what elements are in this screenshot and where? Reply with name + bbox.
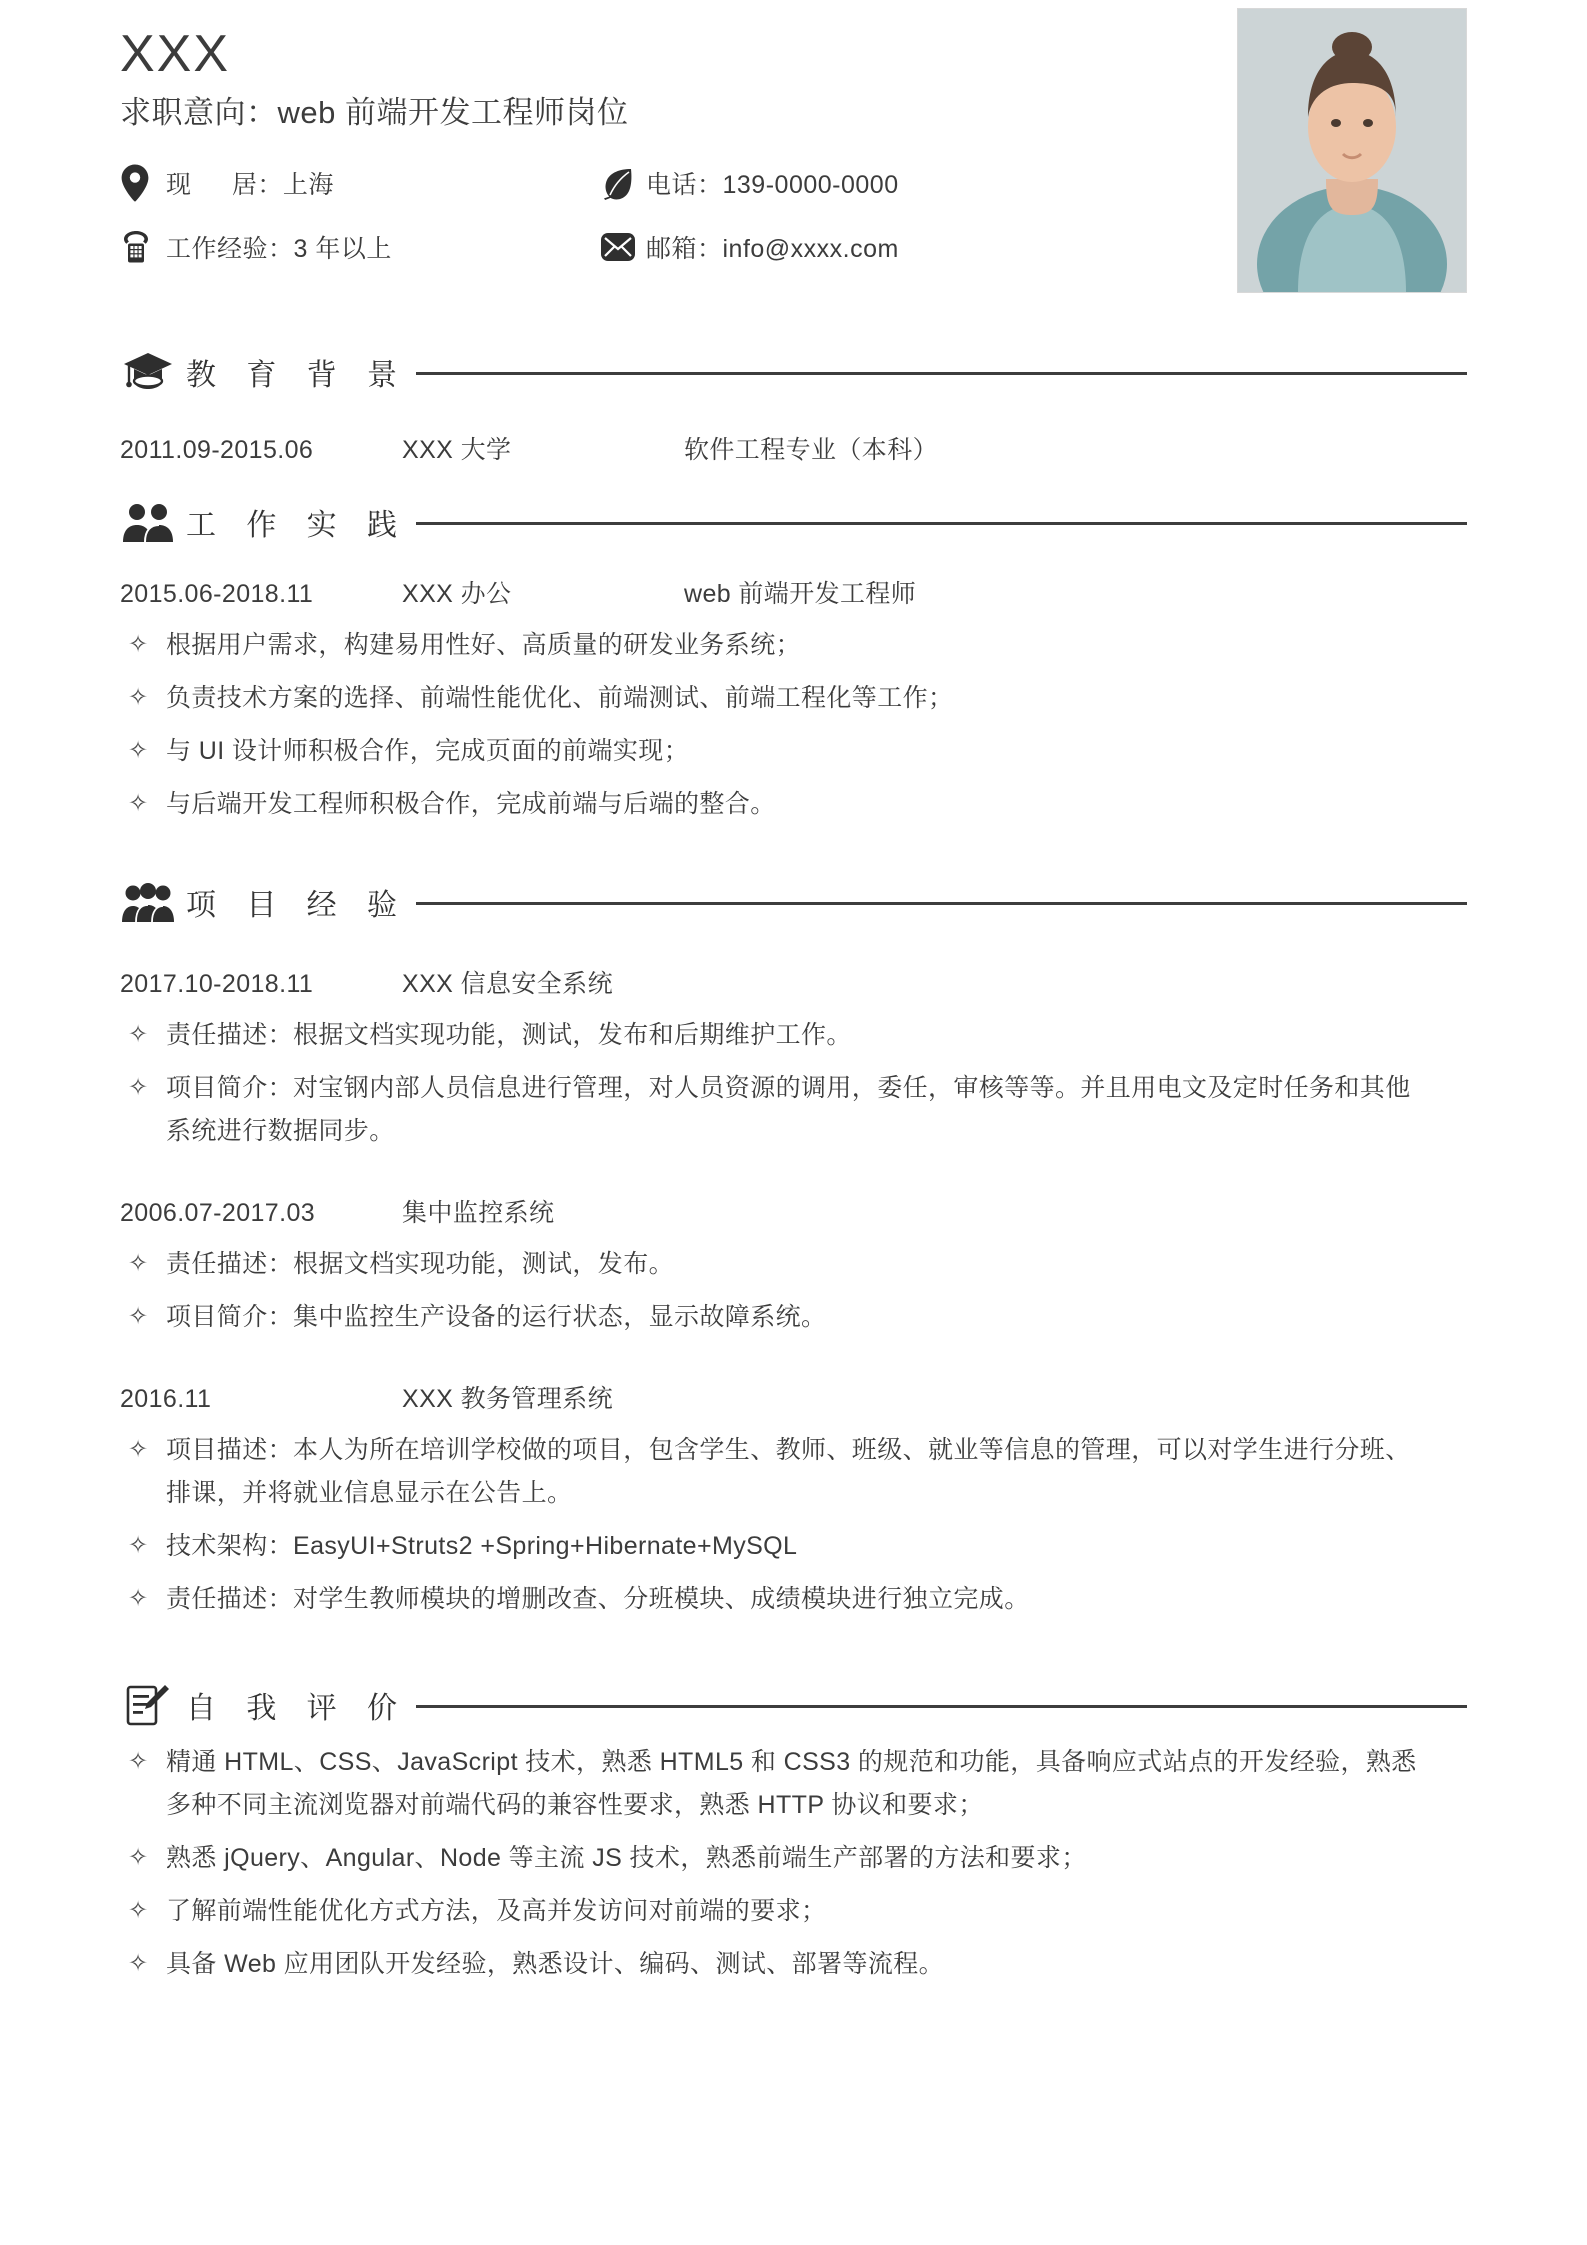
work-date: 2015.06-2018.11 bbox=[120, 580, 314, 608]
list-item-text: 责任描述：根据文档实现功能，测试，发布和后期维护工作。 bbox=[166, 1021, 852, 1049]
project-item bbox=[120, 1379, 1467, 1621]
work-role: web 前端开发工程师 bbox=[684, 580, 917, 608]
list-item bbox=[120, 1014, 1467, 1057]
contact-location bbox=[120, 164, 600, 202]
section-title-education: 教 育 背 景 bbox=[186, 359, 409, 392]
job-objective: 求职意向：web 前端开发工程师岗位 bbox=[120, 95, 629, 131]
contact-email bbox=[600, 229, 1080, 265]
contact-row bbox=[120, 227, 1090, 267]
bullet-marker-icon: ✧ bbox=[128, 790, 149, 817]
bullet-marker-icon: ✧ bbox=[128, 1250, 149, 1277]
bullet-marker-icon: ✧ bbox=[128, 684, 149, 711]
list-item-text: 了解前端性能优化方式方法，及高并发访问对前端的要求； bbox=[166, 1897, 827, 1925]
bullet-marker-icon: ✧ bbox=[128, 1950, 149, 1977]
project-entry-row bbox=[120, 964, 1467, 1000]
bullet-marker-icon: ✧ bbox=[128, 1436, 149, 1463]
list-item-text: 项目简介：对宝钢内部人员信息进行管理，对人员资源的调用，委任，审核等等。并且用电文及定时任务和其他系统进行数据同步。 bbox=[166, 1074, 1411, 1145]
section-rule bbox=[416, 1705, 1467, 1708]
list-item bbox=[120, 1943, 1467, 1986]
section-rule bbox=[416, 372, 1467, 375]
bullet-marker-icon: ✧ bbox=[128, 1021, 149, 1048]
contact-info bbox=[120, 163, 1090, 267]
section-work bbox=[120, 500, 1467, 826]
contact-experience bbox=[120, 229, 600, 265]
location-pin-icon bbox=[120, 164, 166, 202]
section-title-project: 项 目 经 验 bbox=[186, 889, 409, 922]
section-rule bbox=[416, 902, 1467, 905]
bullet-marker-icon: ✧ bbox=[128, 1303, 149, 1330]
section-header-self-evaluation bbox=[120, 1683, 1467, 1727]
list-item bbox=[120, 730, 1467, 773]
section-rule bbox=[416, 522, 1467, 525]
section-header-project bbox=[120, 880, 1467, 924]
project-date: 2006.07-2017.03 bbox=[120, 1199, 316, 1227]
project-date: 2016.11 bbox=[120, 1385, 212, 1413]
project-name: XXX 教务管理系统 bbox=[402, 1385, 613, 1413]
list-item-text: 与后端开发工程师积极合作，完成前端与后端的整合。 bbox=[166, 790, 776, 818]
list-item bbox=[120, 1837, 1467, 1880]
bullet-marker-icon: ✧ bbox=[128, 631, 149, 658]
list-item bbox=[120, 1525, 1467, 1568]
education-school: XXX 大学 bbox=[402, 436, 512, 464]
bullet-marker-icon: ✧ bbox=[128, 1844, 149, 1871]
list-item bbox=[120, 1578, 1467, 1621]
list-item bbox=[120, 1067, 1467, 1153]
list-item bbox=[120, 1741, 1467, 1827]
contact-location-text: 现 居：上海 bbox=[166, 171, 334, 200]
bullet-marker-icon: ✧ bbox=[128, 1897, 149, 1924]
bullet-marker-icon: ✧ bbox=[128, 1532, 149, 1559]
clipboard-pen-icon bbox=[120, 1683, 176, 1727]
list-item bbox=[120, 1296, 1467, 1339]
list-item bbox=[120, 783, 1467, 826]
section-self-evaluation bbox=[120, 1683, 1467, 1986]
contact-phone bbox=[600, 165, 1080, 201]
project-entry-row bbox=[120, 1379, 1467, 1415]
section-title-self-evaluation: 自 我 评 价 bbox=[186, 1692, 409, 1725]
list-item-text: 熟悉 jQuery、Angular、Node 等主流 JS 技术，熟悉前端生产部署的方法和要求； bbox=[166, 1844, 1087, 1872]
section-header-work bbox=[120, 500, 1467, 544]
project-name: XXX 信息安全系统 bbox=[402, 970, 613, 998]
bullet-marker-icon: ✧ bbox=[128, 1748, 149, 1775]
list-item bbox=[120, 677, 1467, 720]
section-education bbox=[120, 350, 1467, 466]
bullet-marker-icon: ✧ bbox=[128, 737, 149, 764]
telephone-icon bbox=[120, 229, 166, 265]
list-item-text: 精通 HTML、CSS、JavaScript 技术，熟悉 HTML5 和 CSS3 的规范和功能，具备响应式站点的开发经验，熟悉多种不同主流浏览器对前端代码的兼容性要求，熟悉 HTTP 协议和要求； bbox=[166, 1748, 1417, 1819]
table-row bbox=[120, 430, 1467, 466]
page-title: XXX bbox=[120, 25, 231, 83]
three-people-icon bbox=[120, 881, 176, 923]
bullet-marker-icon: ✧ bbox=[128, 1074, 149, 1101]
contact-phone-text: 电话：139-0000-0000 bbox=[646, 171, 899, 200]
two-people-icon bbox=[120, 501, 176, 543]
list-item-text: 与 UI 设计师积极合作，完成页面的前端实现； bbox=[166, 737, 690, 765]
education-major: 软件工程专业（本科） bbox=[684, 436, 939, 464]
list-item-text: 具备 Web 应用团队开发经验，熟悉设计、编码、测试、部署等流程。 bbox=[166, 1950, 945, 1978]
project-date: 2017.10-2018.11 bbox=[120, 970, 314, 998]
section-project bbox=[120, 880, 1467, 1621]
leaf-icon bbox=[600, 165, 646, 201]
contact-experience-text: 工作经验：3 年以上 bbox=[166, 235, 392, 264]
resume-header bbox=[120, 0, 1467, 326]
avatar bbox=[1237, 8, 1467, 293]
list-item-text: 根据用户需求，构建易用性好、高质量的研发业务系统； bbox=[166, 631, 802, 659]
list-item-text: 技术架构：EasyUI+Struts2 +Spring+Hibernate+MySQL bbox=[166, 1532, 798, 1560]
envelope-icon bbox=[600, 232, 646, 262]
list-item bbox=[120, 1429, 1467, 1515]
section-header-education bbox=[120, 350, 1467, 394]
contact-row bbox=[120, 163, 1090, 203]
list-item bbox=[120, 624, 1467, 667]
section-title-work: 工 作 实 践 bbox=[186, 509, 409, 542]
graduation-cap-icon bbox=[120, 351, 176, 393]
project-item bbox=[120, 1193, 1467, 1339]
work-company: XXX 办公 bbox=[402, 580, 512, 608]
list-item bbox=[120, 1243, 1467, 1286]
list-item-text: 责任描述：对学生教师模块的增删改查、分班模块、成绩模块进行独立完成。 bbox=[166, 1585, 1030, 1613]
project-entry-row bbox=[120, 1193, 1467, 1229]
list-item-text: 负责技术方案的选择、前端性能优化、前端测试、前端工程化等工作； bbox=[166, 684, 954, 712]
list-item-text: 项目描述：本人为所在培训学校做的项目，包含学生、教师、班级、就业等信息的管理，可以对学生进行分班、排课，并将就业信息显示在公告上。 bbox=[166, 1436, 1411, 1507]
contact-email-text: 邮箱：info@xxxx.com bbox=[646, 235, 899, 264]
project-name: 集中监控系统 bbox=[402, 1199, 555, 1227]
list-item bbox=[120, 1890, 1467, 1933]
education-date: 2011.09-2015.06 bbox=[120, 436, 314, 464]
work-entry-row bbox=[120, 574, 1467, 610]
bullet-marker-icon: ✧ bbox=[128, 1585, 149, 1612]
list-item-text: 项目简介：集中监控生产设备的运行状态，显示故障系统。 bbox=[166, 1303, 827, 1331]
project-item bbox=[120, 964, 1467, 1153]
list-item-text: 责任描述：根据文档实现功能，测试，发布。 bbox=[166, 1250, 675, 1278]
